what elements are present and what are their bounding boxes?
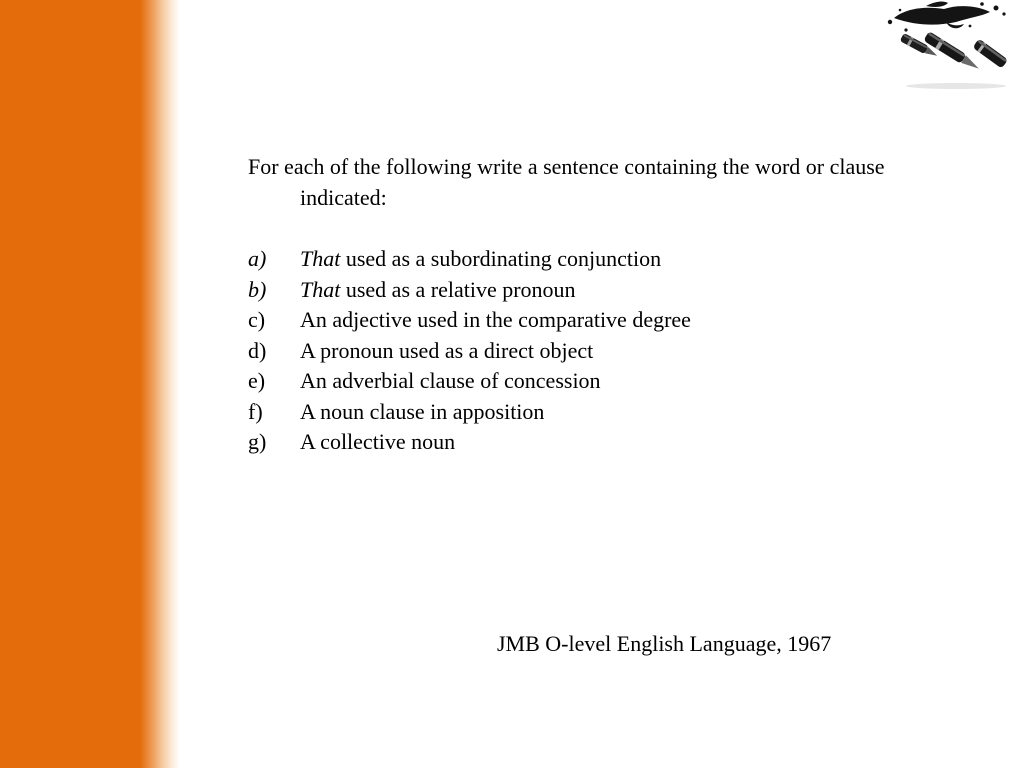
list-item-description: An adverbial clause of concession xyxy=(300,368,601,393)
exercise-text xyxy=(248,152,948,458)
exercise-list xyxy=(248,244,948,458)
list-item xyxy=(248,366,948,397)
list-item-marker: g) xyxy=(248,429,267,454)
list-item-text xyxy=(300,275,576,306)
list-item-text xyxy=(300,427,455,458)
list-item-marker: e) xyxy=(248,368,266,393)
list-item-text xyxy=(300,305,691,336)
list-item-marker: f) xyxy=(248,398,263,424)
list-item-marker: d) xyxy=(248,337,267,363)
source-citation: JMB O-level English Language, 1967 xyxy=(497,631,832,656)
list-item xyxy=(248,336,948,367)
list-item-text xyxy=(300,244,661,275)
list-item-text xyxy=(300,336,593,367)
list-item-keyword: That xyxy=(300,246,341,271)
fountain-pens-icon xyxy=(886,0,1016,92)
list-item-description: A pronoun used as a direct object xyxy=(300,337,594,363)
list-item-description: A collective noun xyxy=(300,429,456,454)
orange-side-band xyxy=(0,0,180,768)
list-item-marker: c) xyxy=(248,307,266,332)
list-item-keyword: That xyxy=(300,276,341,302)
list-item-marker: b) xyxy=(248,276,267,302)
exercise-instructions: For each of the following write a sentence containing the word or clause indicated: xyxy=(248,154,885,210)
list-item xyxy=(248,397,948,428)
list-item-description: An adjective used in the comparative degree xyxy=(300,307,691,332)
list-item xyxy=(248,305,948,336)
list-item xyxy=(248,244,948,275)
list-item-description: A noun clause in apposition xyxy=(300,398,545,424)
list-item xyxy=(248,275,948,306)
list-item-text xyxy=(300,397,544,428)
list-item-marker: a) xyxy=(248,246,267,271)
list-item-description: used as a subordinating conjunction xyxy=(340,246,662,271)
list-item-description: used as a relative pronoun xyxy=(340,276,576,302)
list-item-text xyxy=(300,366,601,397)
list-item xyxy=(248,427,948,458)
